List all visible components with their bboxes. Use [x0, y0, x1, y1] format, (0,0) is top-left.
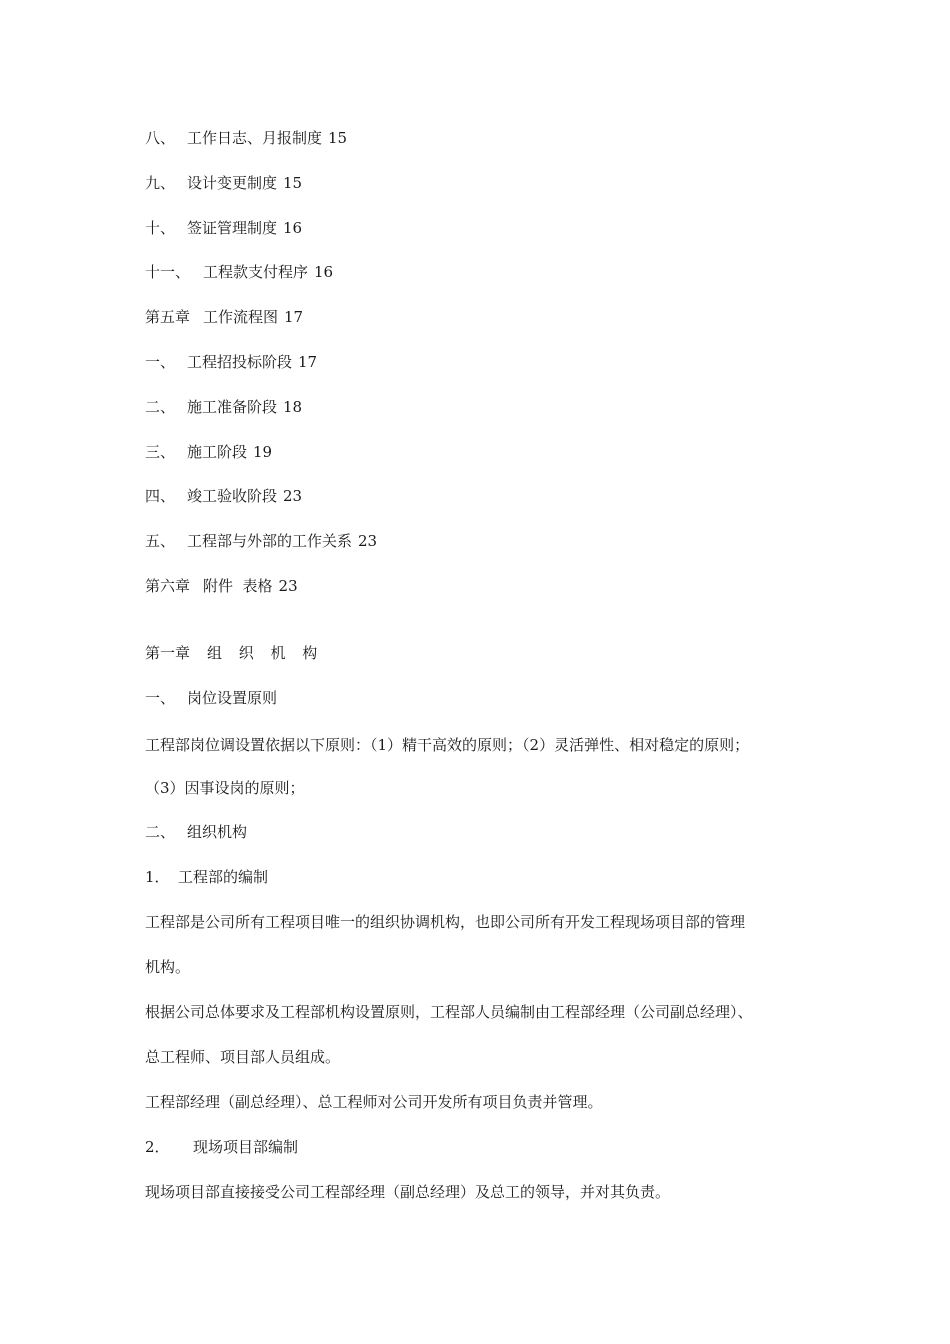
- toc-entry[interactable]: [145, 352, 317, 372]
- toc-number: 八、: [145, 129, 176, 147]
- toc-entry[interactable]: [145, 486, 302, 506]
- paragraph-line: 工程部岗位调设置依据以下原则：（1）精干高效的原则；（2）灵活弹性、相对稳定的原则；: [145, 736, 750, 754]
- toc-entry[interactable]: [145, 262, 333, 282]
- toc-entry[interactable]: [145, 397, 302, 417]
- chapter-title: 组 织 机 构: [207, 644, 324, 662]
- paragraph-line: （3）因事设岗的原则；: [145, 779, 305, 797]
- toc-title: 工作流程图: [203, 308, 279, 326]
- toc-title: 工作日志、月报制度: [187, 129, 323, 147]
- toc-chapter-number: 第五章: [145, 308, 191, 326]
- toc-entry[interactable]: [145, 576, 298, 596]
- paragraph-line: 工程部是公司所有工程项目唯一的组织协调机构，也即公司所有开发工程现场项目部的管理: [145, 913, 746, 931]
- toc-title: 工程款支付程序: [203, 263, 309, 281]
- toc-entry[interactable]: [145, 128, 347, 148]
- subsection-number: 1．: [145, 868, 170, 886]
- subsection-heading: [145, 867, 268, 887]
- toc-title: 工程招投标阶段: [187, 353, 293, 371]
- toc-title: 附件 表格: [203, 577, 273, 595]
- toc-number: 一、: [145, 353, 176, 371]
- toc-chapter-number: 第六章: [145, 577, 191, 595]
- toc-number: 十一、: [145, 263, 191, 281]
- toc-number: 九、: [145, 174, 176, 192]
- section-heading: [145, 688, 277, 708]
- toc-title: 工程部与外部的工作关系: [187, 532, 353, 550]
- section-heading: [145, 822, 247, 842]
- paragraph-line: 机构。: [145, 958, 191, 976]
- paragraph-line: 总工程师、项目部人员组成。: [145, 1048, 341, 1066]
- toc-number: 四、: [145, 487, 176, 505]
- section-number: 一、: [145, 689, 176, 707]
- toc-title: 竣工验收阶段: [187, 487, 278, 505]
- toc-page-number: 17: [284, 308, 304, 326]
- subsection-title: 工程部的编制: [178, 868, 269, 886]
- chapter-number: 第一章: [145, 644, 191, 662]
- toc-number: 十、: [145, 219, 176, 237]
- toc-entry[interactable]: [145, 307, 303, 327]
- toc-page-number: 15: [328, 129, 348, 147]
- subsection-title: 现场项目部编制: [193, 1138, 299, 1156]
- subsection-number: 2．: [145, 1138, 170, 1156]
- toc-page-number: 23: [358, 532, 378, 550]
- section-number: 二、: [145, 823, 176, 841]
- toc-page-number: 17: [298, 353, 318, 371]
- paragraph-line: 根据公司总体要求及工程部机构设置原则，工程部人员编制由工程部经理（公司副总经理）、: [145, 1003, 753, 1021]
- toc-entry[interactable]: [145, 442, 272, 462]
- toc-number: 三、: [145, 443, 176, 461]
- toc-entry[interactable]: [145, 531, 377, 551]
- toc-page-number: 23: [278, 577, 298, 595]
- toc-title: 设计变更制度: [187, 174, 278, 192]
- toc-number: 五、: [145, 532, 176, 550]
- toc-page-number: 23: [283, 487, 303, 505]
- section-title: 岗位设置原则: [187, 689, 278, 707]
- toc-number: 二、: [145, 398, 176, 416]
- toc-entry[interactable]: [145, 218, 302, 238]
- toc-title: 施工准备阶段: [187, 398, 278, 416]
- toc-entry[interactable]: [145, 173, 302, 193]
- chapter-heading: [145, 643, 323, 663]
- toc-page-number: 16: [314, 263, 334, 281]
- paragraph-line: 现场项目部直接接受公司工程部经理（副总经理）及总工的领导，并对其负责。: [145, 1183, 671, 1201]
- paragraph-line: 工程部经理（副总经理）、总工程师对公司开发所有项目负责并管理。: [145, 1093, 603, 1111]
- toc-title: 签证管理制度: [187, 219, 278, 237]
- toc-page-number: 18: [283, 398, 303, 416]
- toc-page-number: 15: [283, 174, 303, 192]
- subsection-heading: [145, 1137, 298, 1157]
- toc-page-number: 19: [253, 443, 273, 461]
- toc-page-number: 16: [283, 219, 303, 237]
- section-title: 组织机构: [187, 823, 248, 841]
- toc-title: 施工阶段: [187, 443, 248, 461]
